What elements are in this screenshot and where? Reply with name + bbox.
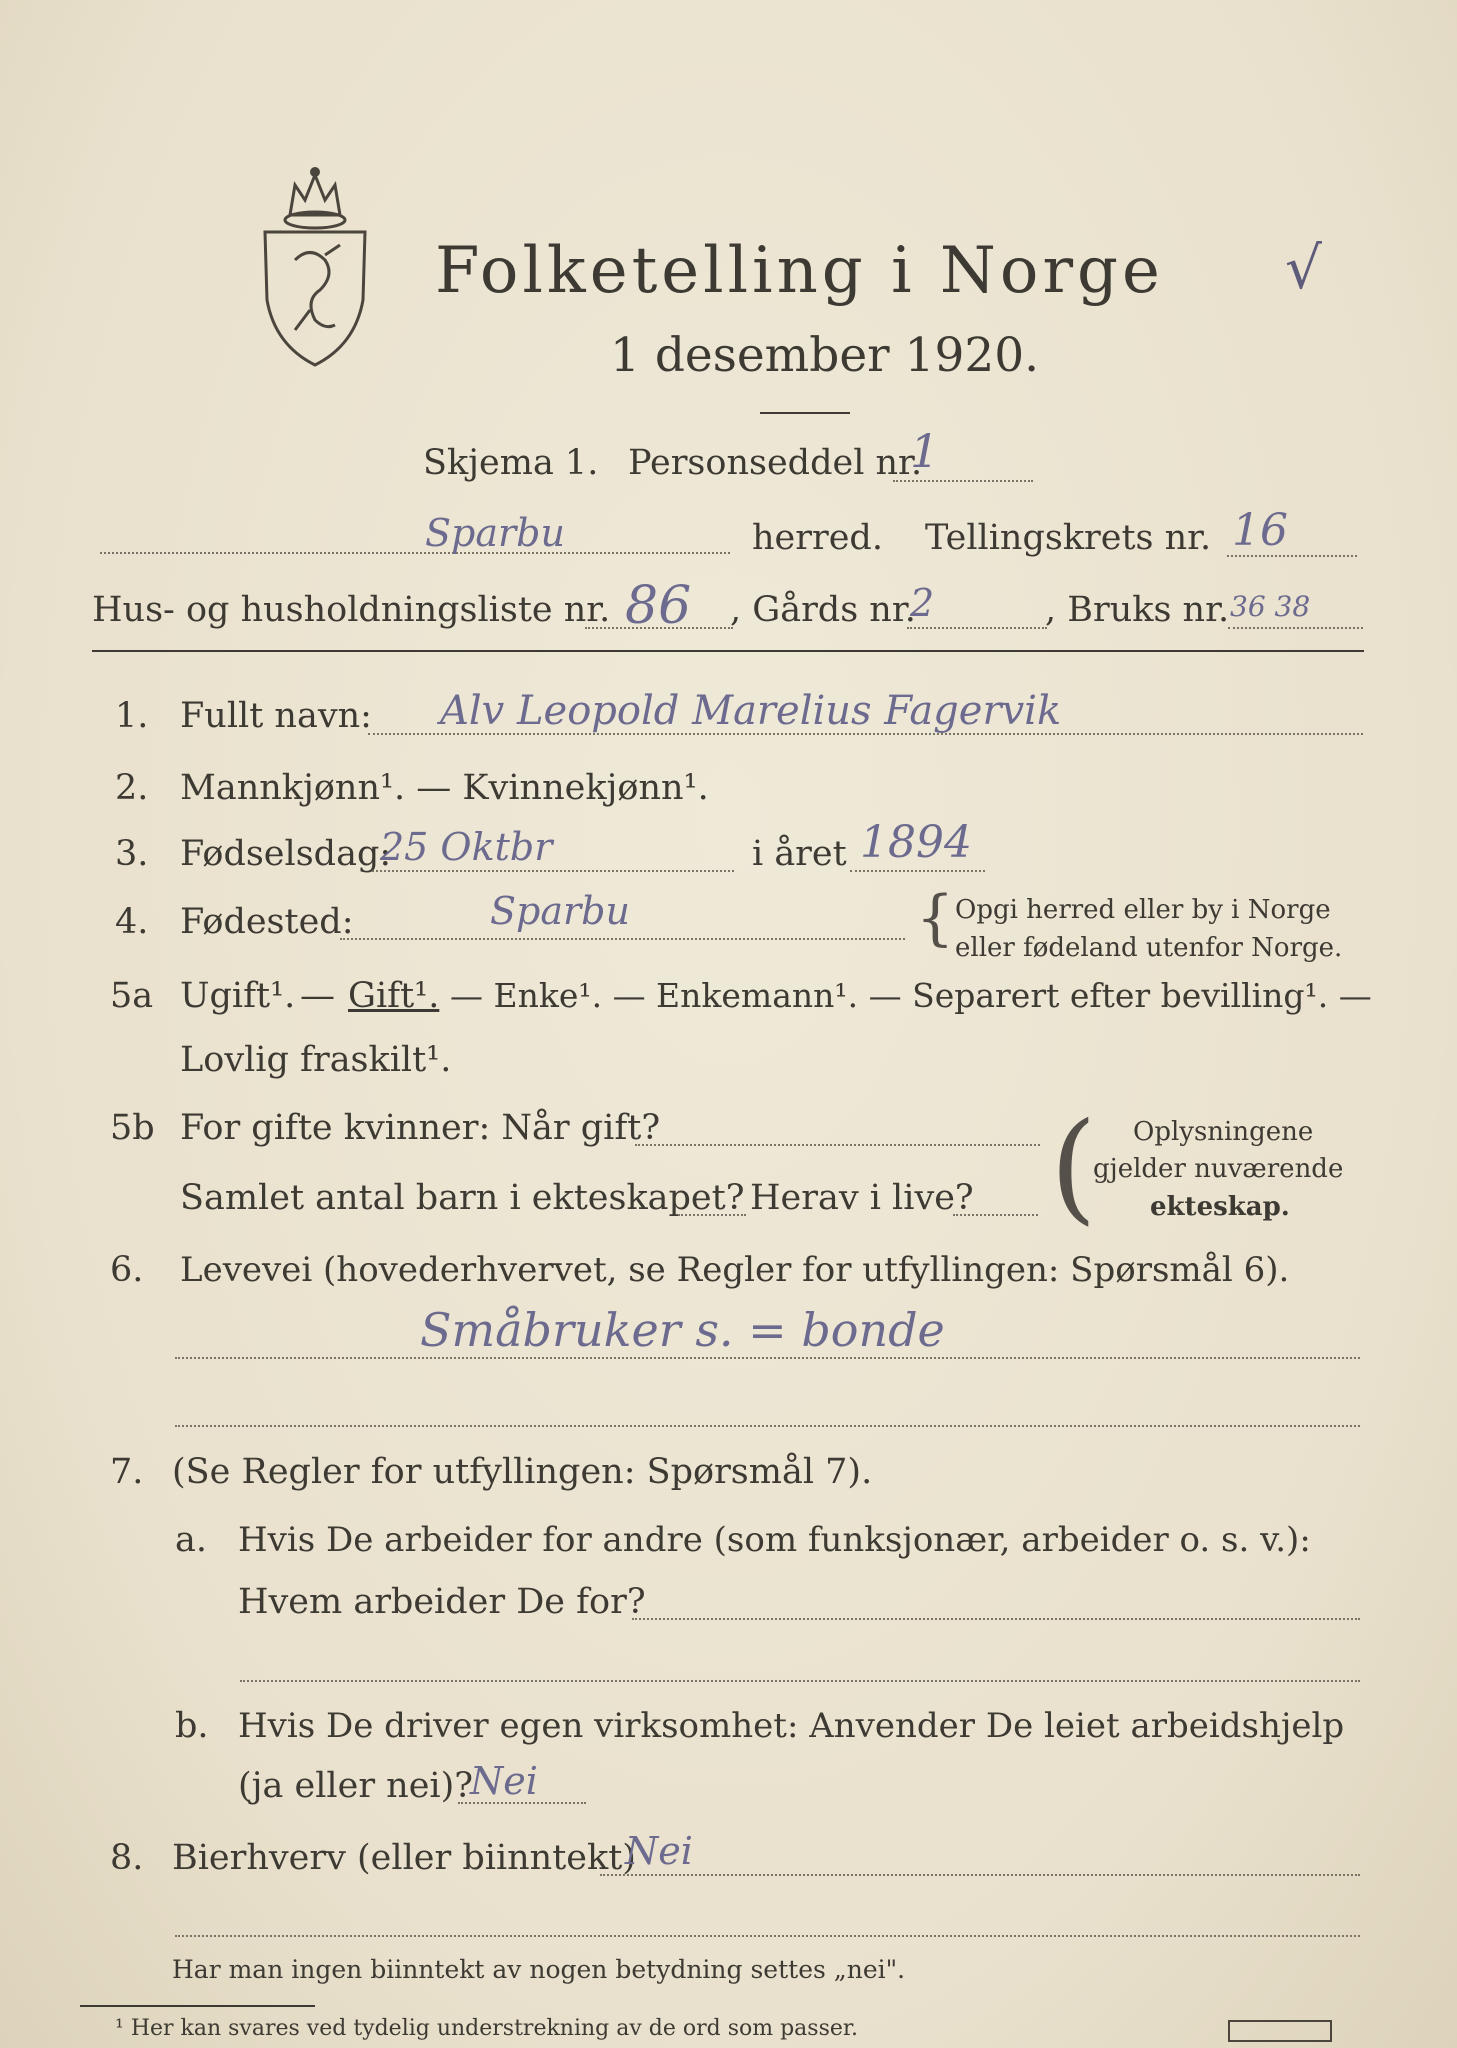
q7b-value: Nei xyxy=(470,1759,538,1803)
q4-number: 4. xyxy=(115,902,149,942)
q7a-line-1 xyxy=(632,1618,1360,1620)
gards-line xyxy=(907,627,1047,629)
herred-label: herred. xyxy=(752,518,883,558)
form-title: Folketelling i Norge xyxy=(435,234,1164,308)
q4-note-2: eller fødeland utenfor Norge. xyxy=(955,933,1343,963)
q8-value: Nei xyxy=(625,1829,693,1873)
coat-of-arms-icon xyxy=(255,160,375,370)
header-rule xyxy=(92,650,1364,652)
q7a-label-2: Hvem arbeider De for? xyxy=(238,1582,646,1622)
husliste-value: 86 xyxy=(625,576,692,636)
q6-line-1 xyxy=(175,1357,1360,1359)
q5b-gift-line xyxy=(635,1144,1040,1146)
q4-label: Fødested: xyxy=(180,902,354,942)
q5b-note-3: ekteskap. xyxy=(1150,1192,1290,1222)
herred-value: Sparbu xyxy=(425,511,565,555)
q7-label: (Se Regler for utfyllingen: Spørsmål 7). xyxy=(172,1452,873,1492)
q3-year-line xyxy=(850,870,985,872)
q5a-rest: — Enke¹. — Enkemann¹. — Separert efter bevilling¹. — xyxy=(450,976,1372,1015)
q1-label: Fullt navn: xyxy=(180,696,372,736)
gards-label: , Gårds nr. xyxy=(730,590,916,630)
q6-number: 6. xyxy=(110,1250,144,1290)
q6-line-2 xyxy=(175,1425,1360,1427)
tellingskrets-value: 16 xyxy=(1232,505,1288,556)
q5b-brace: ( xyxy=(1050,1098,1097,1237)
bruks-label: , Bruks nr. xyxy=(1045,590,1230,630)
q3-year-label: i året xyxy=(752,834,847,874)
q5b-label-2: Samlet antal barn i ekteskapet? xyxy=(180,1178,745,1218)
tellingskrets-label: Tellingskrets nr. xyxy=(925,518,1212,558)
personseddel-value: 1 xyxy=(910,424,940,478)
q5a-number: 5a xyxy=(110,976,154,1016)
q5b-note-2: gjelder nuværende xyxy=(1093,1154,1344,1184)
q2-label: Mannkjønn¹. — Kvinnekjønn¹. xyxy=(180,768,709,808)
q5a-ugift: Ugift¹. xyxy=(180,976,296,1016)
q4-value: Sparbu xyxy=(490,889,630,933)
printer-stamp xyxy=(1228,2020,1332,2042)
q7-number: 7. xyxy=(110,1452,144,1492)
personseddel-label: Personseddel nr. xyxy=(628,443,923,483)
form-date: 1 desember 1920. xyxy=(610,328,1040,383)
bruks-value: 36 38 xyxy=(1230,590,1311,623)
q8-line xyxy=(600,1874,1360,1876)
q7a-letter: a. xyxy=(175,1520,207,1560)
q5b-label-1: For gifte kvinner: Når gift? xyxy=(180,1108,661,1148)
footnote-rule xyxy=(80,2005,315,2007)
q7a-line-2 xyxy=(240,1680,1360,1682)
title-divider xyxy=(760,412,850,414)
q7b-letter: b. xyxy=(175,1706,209,1746)
q7b-label: Hvis De driver egen virksomhet: Anvender De leiet arbeidshjelp xyxy=(238,1706,1345,1746)
q3-label: Fødselsdag: xyxy=(180,834,392,874)
skjema-label: Skjema 1. xyxy=(423,443,599,483)
footnote: ¹ Her kan svares ved tydelig understrekning av de ord som passer. xyxy=(115,2016,858,2041)
personseddel-line xyxy=(893,480,1033,482)
q3-value: 25 Oktbr xyxy=(380,825,553,869)
q4-line xyxy=(340,938,905,940)
q5a-line2: Lovlig fraskilt¹. xyxy=(180,1040,452,1080)
q8-line-2 xyxy=(175,1935,1360,1937)
q3-year-value: 1894 xyxy=(860,817,972,868)
footer-note: Har man ingen biinntekt av nogen betydning settes „nei". xyxy=(172,1955,906,1984)
q2-number: 2. xyxy=(115,768,149,808)
q5b-live-line xyxy=(953,1214,1038,1216)
q5b-number: 5b xyxy=(110,1108,155,1148)
q3-number: 3. xyxy=(115,834,149,874)
q1-number: 1. xyxy=(115,696,149,736)
q8-label: Bierhverv (eller biinntekt) xyxy=(172,1838,636,1878)
q5b-note-1: Oplysningene xyxy=(1133,1117,1314,1147)
husliste-label: Hus- og husholdningsliste nr. xyxy=(92,590,611,630)
q4-note-1: Opgi herred eller by i Norge xyxy=(955,895,1331,925)
gards-value: 2 xyxy=(910,581,935,625)
q1-value: Alv Leopold Marelius Fagervik xyxy=(440,688,1062,734)
q8-number: 8. xyxy=(110,1838,144,1878)
herred-line xyxy=(100,552,730,554)
q7b-label-2: (ja eller nei)? xyxy=(238,1766,474,1806)
q3-line xyxy=(372,870,734,872)
q6-label: Levevei (hovederhvervet, se Regler for utfyllingen: Spørsmål 6). xyxy=(180,1250,1290,1290)
q6-value: Småbruker s. = bonde xyxy=(420,1303,945,1357)
q7a-label: Hvis De arbeider for andre (som funksjonær, arbeider o. s. v.): xyxy=(238,1520,1311,1560)
q4-brace: { xyxy=(916,883,955,953)
q5b-label-3: Herav i live? xyxy=(750,1178,974,1218)
check-mark: √ xyxy=(1285,234,1322,302)
q5a-gift: Gift¹. xyxy=(348,976,440,1016)
q5a-dash: — xyxy=(300,976,335,1016)
q5b-barn-line xyxy=(678,1214,746,1216)
